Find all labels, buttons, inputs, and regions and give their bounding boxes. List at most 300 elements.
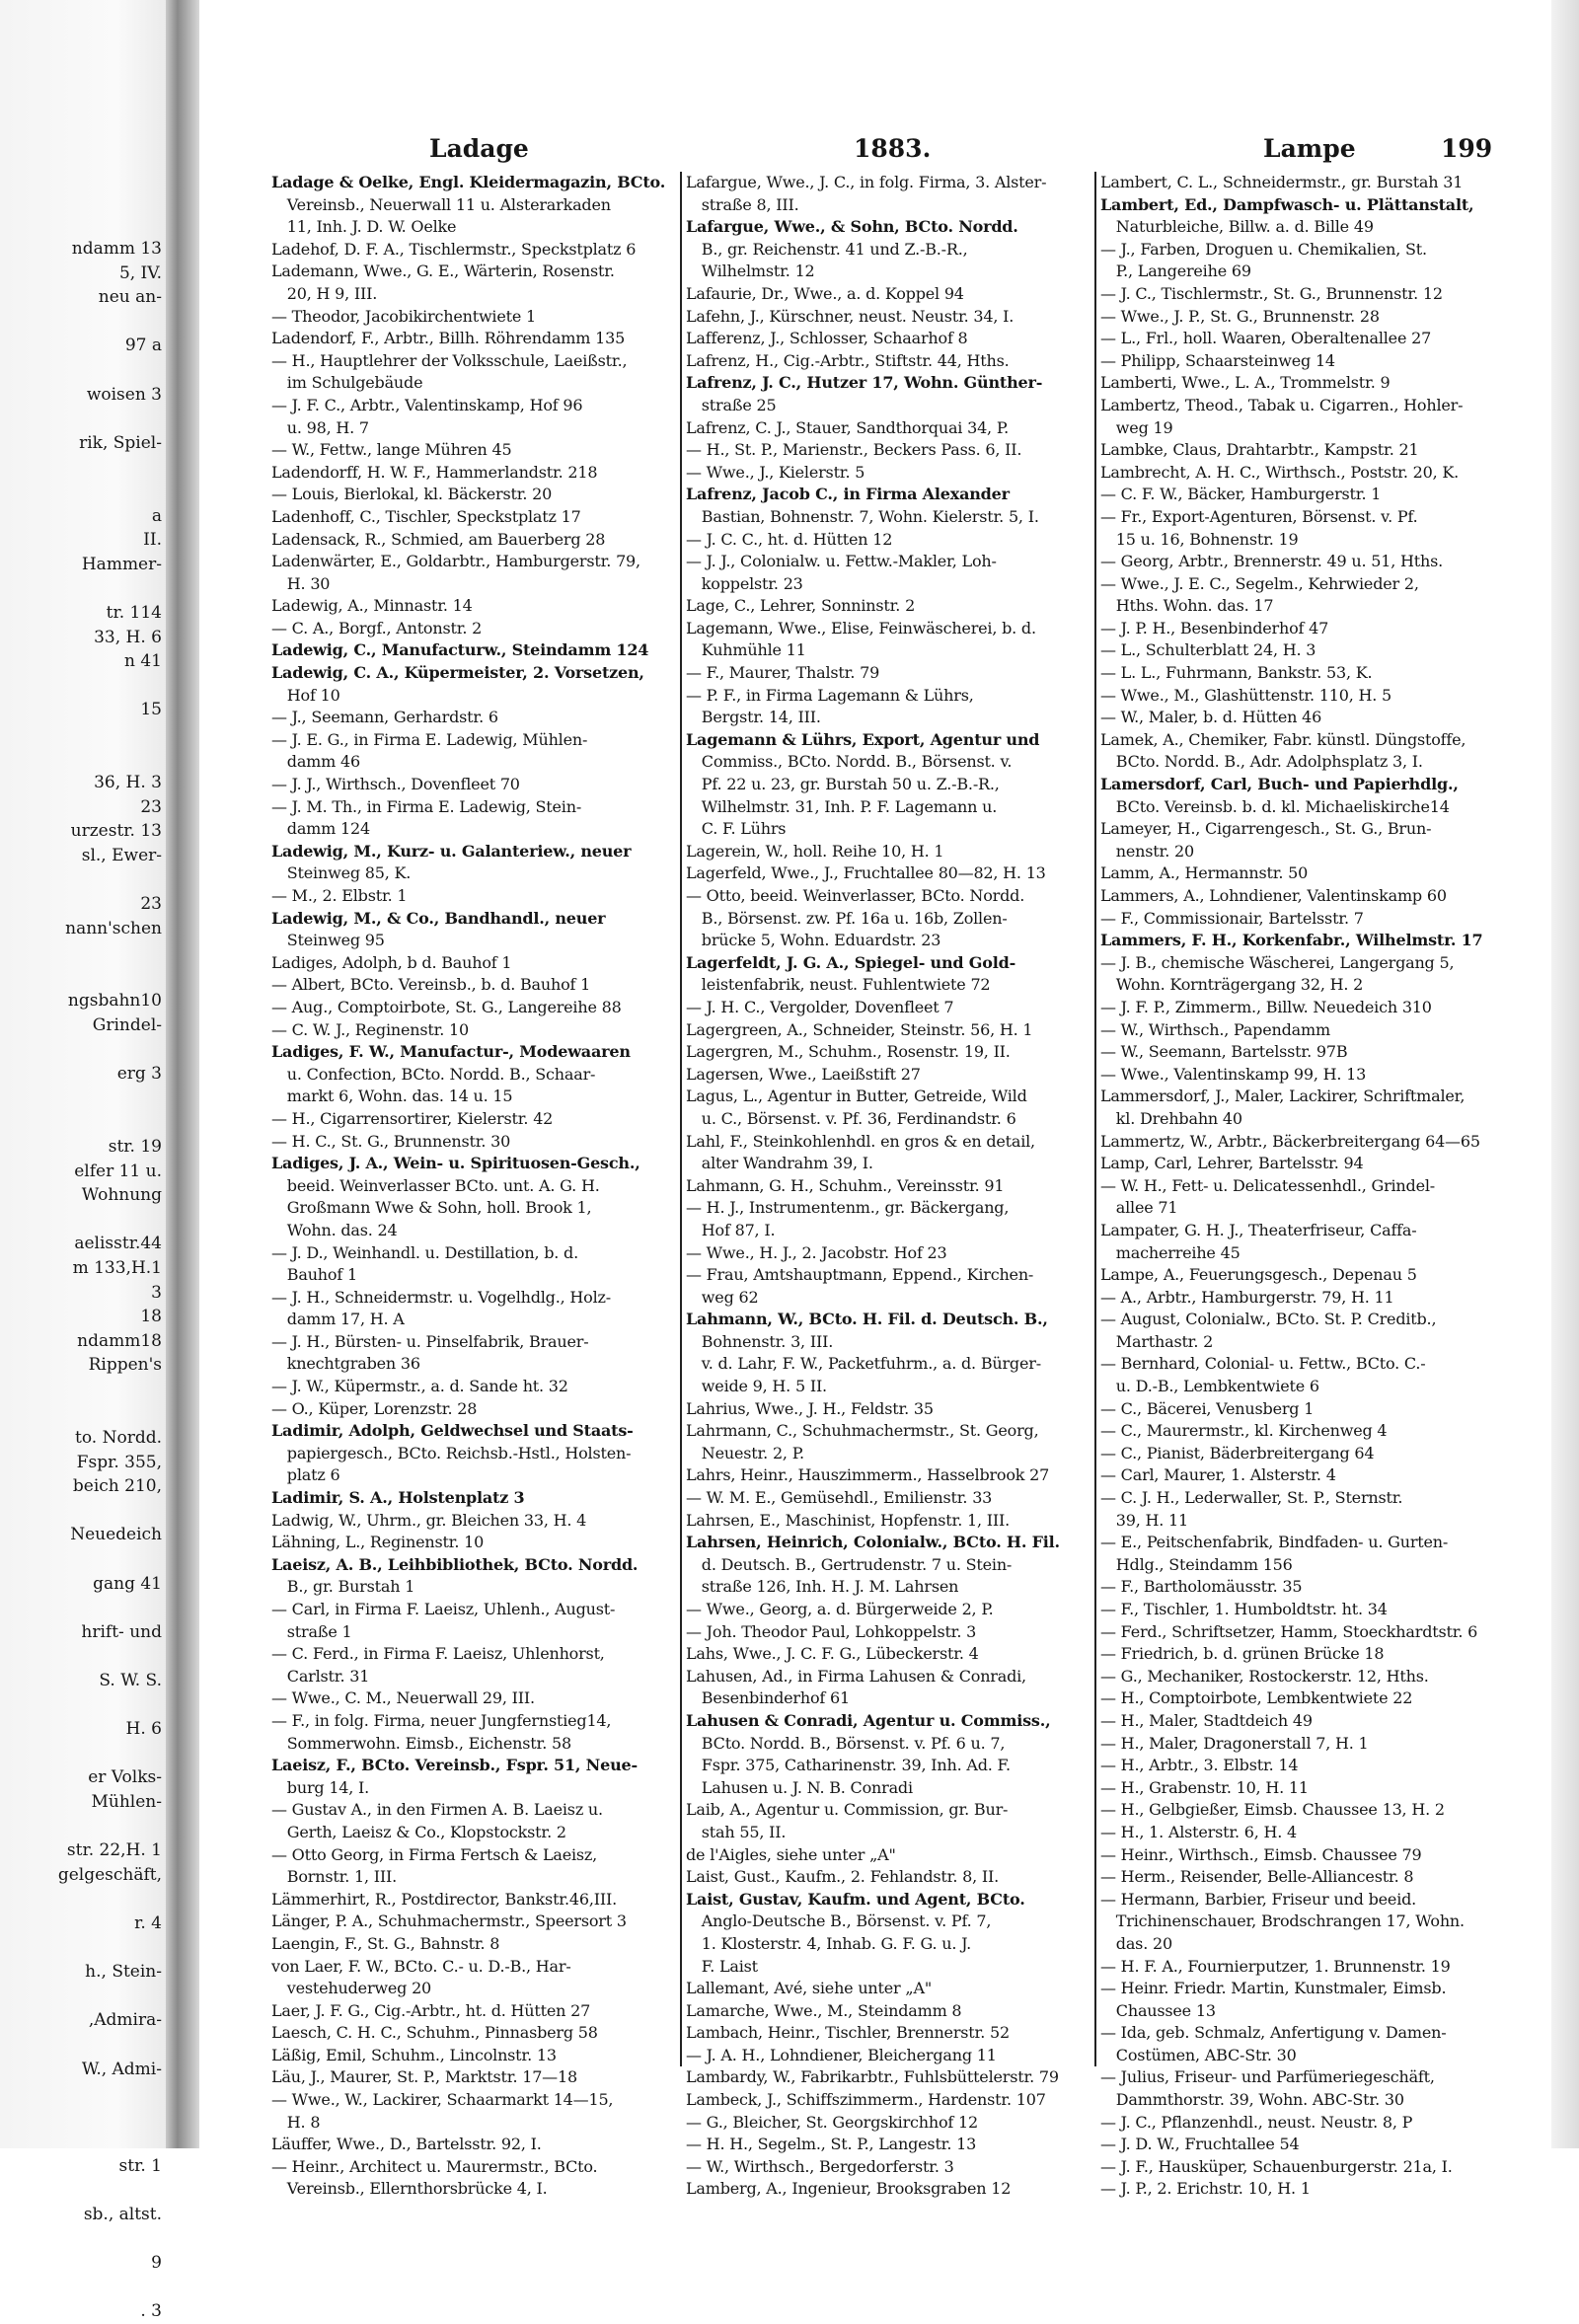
adjacent-page-line: ndamm 13 — [71, 239, 162, 259]
adjacent-page-line — [0, 1087, 166, 1111]
adjacent-page-line — [0, 455, 166, 480]
directory-entry: macherreihe 45 — [1100, 1242, 1241, 1262]
directory-entry: B., gr. Reichenstr. 41 und Z.-B.-R., — [686, 239, 968, 259]
directory-entry: P., Langereihe 69 — [1100, 262, 1251, 281]
directory-entry: Naturbleiche, Billw. a. d. Bille 49 — [1100, 217, 1374, 237]
directory-entry: v. d. Lahr, F. W., Packetfuhrm., a. d. Bürger- — [686, 1354, 1041, 1374]
page-header — [266, 126, 1500, 166]
adjacent-page-line: 15 — [140, 700, 162, 720]
directory-entry: Ladimir, Adolph, Geldwechsel und Staats- — [271, 1421, 634, 1441]
directory-entry: — H. F. A., Fournierputzer, 1. Brunnenstr. 19 — [1100, 1956, 1451, 1976]
directory-entry: — L., Frl., holl. Waaren, Oberaltenallee 27 — [1100, 329, 1432, 348]
adjacent-page-line: . 3 — [140, 2301, 162, 2322]
directory-entry: Laib, A., Agentur u. Commission, gr. Bur- — [686, 1800, 1009, 1820]
directory-entry: Lagemann, Wwe., Elise, Feinwäscherei, b. d. — [686, 618, 1036, 637]
directory-entry: — C., Maurermstr., kl. Kirchenweg 4 — [1100, 1421, 1388, 1441]
directory-entry: — W., Maler, b. d. Hütten 46 — [1100, 708, 1322, 727]
directory-entry: im Schulgebäude — [271, 373, 423, 393]
adjacent-page-line — [0, 1644, 166, 1669]
directory-entry: Lambertz, Theod., Tabak u. Cigarren., Hohler- — [1100, 395, 1464, 414]
directory-entry: Ladewig, A., Minnastr. 14 — [271, 596, 473, 616]
column-right — [1100, 172, 1507, 2199]
directory-entry: C. F. Lührs — [686, 819, 787, 839]
directory-entry: von Laer, F. W., BCto. C.- u. D.-B., Har- — [271, 1956, 571, 1976]
directory-entry: Läßig, Emil, Schuhm., Lincolnstr. 13 — [271, 2045, 557, 2064]
directory-entry: — W., Wirthsch., Papendamm — [1100, 1019, 1330, 1039]
adjacent-page-line: erg 3 — [116, 1064, 162, 1085]
directory-entry: — H., Arbtr., 3. Elbstr. 14 — [1100, 1756, 1299, 1775]
directory-entry: brücke 5, Wohn. Eduardstr. 23 — [686, 931, 941, 950]
directory-entry: Lammertz, W., Arbtr., Bäckerbreitergang 64—65 — [1100, 1131, 1480, 1151]
directory-entry: Ladendorf, F., Arbtr., Billh. Röhrendamm 135 — [271, 329, 626, 348]
adjacent-page-line: Fspr. 355, — [76, 1452, 162, 1472]
directory-columns — [266, 172, 1500, 2199]
directory-entry: vestehuderweg 20 — [271, 1979, 432, 1998]
adjacent-page-line: 5, IV. — [118, 262, 162, 283]
header-left-catchword: Ladage — [429, 134, 529, 163]
directory-entry: Ladwig, W., Uhrm., gr. Bleichen 33, H. 4 — [271, 1510, 587, 1530]
directory-entry: leistenfabrik, neust. Fuhlentwiete 72 — [686, 975, 991, 995]
directory-entry: Lammersdorf, J., Maler, Lackirer, Schriftmaler, — [1100, 1087, 1466, 1106]
directory-entry: — Philipp, Schaarsteinweg 14 — [1100, 350, 1335, 370]
directory-entry: Lameyer, H., Cigarrengesch., St. G., Brun- — [1100, 819, 1432, 839]
adjacent-page-line — [0, 965, 166, 990]
directory-entry: Ladewig, M., Kurz- u. Galanteriew., neuer — [271, 841, 632, 861]
directory-entry: Lagerein, W., holl. Reihe 10, H. 1 — [686, 841, 944, 861]
directory-entry: u. D.-B., Lembkentwiete 6 — [1100, 1377, 1319, 1396]
directory-entry: — E., Peitschenfabrik, Bindfaden- u. Gurten- — [1100, 1533, 1449, 1552]
directory-entry: — Herm., Reisender, Belle-Alliancestr. 8 — [1100, 1867, 1414, 1887]
directory-entry: — H., Comptoirbote, Lembkentwiete 22 — [1100, 1688, 1413, 1708]
directory-entry: d. Deutsch. B., Gertrudenstr. 7 u. Stein- — [686, 1554, 1013, 1574]
directory-entry: Großmann Wwe & Sohn, holl. Brook 1, — [271, 1198, 592, 1218]
directory-entry: — Wwe., Valentinskamp 99, H. 13 — [1100, 1064, 1367, 1084]
directory-entry: — Aug., Comptoirbote, St. G., Langereihe 88 — [271, 997, 622, 1016]
directory-entry: kl. Drehbahn 40 — [1100, 1108, 1242, 1128]
directory-entry: Lafferenz, J., Schlosser, Schaarhof 8 — [686, 329, 968, 348]
directory-entry: Bohnenstr. 3, III. — [686, 1331, 834, 1351]
directory-entry: Lafaurie, Dr., Wwe., a. d. Koppel 94 — [686, 283, 964, 303]
directory-entry: Gerth, Laeisz & Co., Klopstockstr. 2 — [271, 1822, 566, 1841]
directory-entry: Lamarche, Wwe., M., Steindamm 8 — [686, 2000, 962, 2020]
directory-entry: 15 u. 16, Bohnenstr. 19 — [1100, 529, 1299, 549]
directory-entry: Lamberg, A., Ingenieur, Brooksgraben 12 — [686, 2179, 1012, 2199]
directory-entry: u. 98, H. 7 — [271, 417, 369, 437]
directory-entry: Ladage & Oelke, Engl. Kleidermagazin, BCto. — [271, 173, 666, 191]
directory-entry: — Wwe., J., Kielerstr. 5 — [686, 462, 865, 482]
directory-entry: de l'Aigles, siehe unter „A" — [686, 1844, 896, 1864]
directory-entry: straße 25 — [686, 395, 777, 414]
directory-entry: Lafrenz, H., Cig.-Arbtr., Stiftstr. 44, Hths. — [686, 350, 1010, 370]
directory-entry: — J. C., Tischlermstr., St. G., Brunnenstr. 12 — [1100, 283, 1443, 303]
directory-entry: — Otto Georg, in Firma Fertsch & Laeisz, — [271, 1844, 598, 1864]
directory-entry: Carlstr. 31 — [271, 1666, 370, 1686]
adjacent-page-line — [0, 674, 166, 699]
directory-entry: Marthastr. 2 — [1100, 1331, 1214, 1351]
directory-entry: Lagus, L., Agentur in Butter, Getreide, Wild — [686, 1087, 1027, 1106]
adjacent-page-line — [0, 310, 166, 335]
directory-entry: — J. M. Th., in Firma E. Ladewig, Stein- — [271, 796, 582, 816]
directory-entry: Ladiges, Adolph, b d. Bauhof 1 — [271, 952, 512, 972]
adjacent-page-line — [0, 2033, 166, 2058]
directory-entry: — H., St. P., Marienstr., Beckers Pass. 6, II. — [686, 440, 1022, 460]
directory-entry: — H., Maler, Stadtdeich 49 — [1100, 1710, 1313, 1730]
directory-entry: Lamm, A., Hermannstr. 50 — [1100, 863, 1309, 883]
column-left — [271, 172, 678, 2199]
adjacent-page-line: 9 — [151, 2253, 162, 2274]
adjacent-page-line: nann'schen — [65, 918, 162, 938]
directory-entry: Vereinsb., Ellernthorsbrücke 4, I. — [271, 2179, 548, 2199]
adjacent-page-line — [0, 2179, 166, 2204]
directory-entry: Hof 10 — [271, 685, 340, 705]
adjacent-page-line — [0, 407, 166, 431]
directory-entry: Lagersen, Wwe., Laeißstift 27 — [686, 1064, 921, 1084]
directory-entry: Lahl, F., Steinkohlenhdl. en gros & en detail, — [686, 1131, 1035, 1151]
adjacent-page-line: S. W. S. — [99, 1671, 162, 1691]
directory-entry: Lammers, F. H., Korkenfabr., Wilhelmstr. 17 — [1100, 931, 1483, 950]
directory-entry: — J. J., Wirthsch., Dovenfleet 70 — [271, 775, 520, 794]
directory-entry: Wohn. Kornträgergang 32, H. 2 — [1100, 975, 1364, 995]
directory-entry: — J. E. G., in Firma E. Ladewig, Mühlen- — [271, 729, 588, 749]
directory-entry: — W., Fettw., lange Mühren 45 — [271, 440, 512, 460]
directory-entry: B., gr. Burstah 1 — [271, 1577, 415, 1597]
adjacent-page-line — [0, 1402, 166, 1427]
directory-entry: — Friedrich, b. d. grünen Brücke 18 — [1100, 1644, 1385, 1664]
directory-entry: — Theodor, Jacobikirchentwiete 1 — [271, 306, 536, 326]
adjacent-page-line: Mühlen- — [91, 1792, 162, 1812]
directory-entry: Lagerfeld, Wwe., J., Fruchtallee 80—82, H. 13 — [686, 863, 1046, 883]
adjacent-page-line — [0, 576, 166, 601]
adjacent-page-fragment — [0, 0, 168, 2322]
directory-entry: — Georg, Arbtr., Brennerstr. 49 u. 51, Hths. — [1100, 552, 1443, 571]
adjacent-page-line: ngsbahn10 — [67, 991, 162, 1012]
directory-entry: Lämmerhirt, R., Postdirector, Bankstr.46,III. — [271, 1889, 617, 1909]
directory-entry: BCto. Nordd. B., Adr. Adolphsplatz 3, I. — [1100, 752, 1423, 772]
adjacent-page-line: hrift- und — [81, 1621, 162, 1642]
directory-entry: Wilhelmstr. 12 — [686, 262, 815, 281]
directory-entry: — W. M. E., Gemüsehdl., Emilienstr. 33 — [686, 1488, 993, 1508]
directory-entry: — Otto, beeid. Weinverlasser, BCto. Nordd. — [686, 886, 1025, 905]
directory-entry: Steinweg 85, K. — [271, 863, 412, 883]
adjacent-page-line — [0, 1378, 166, 1402]
directory-entry: — Julius, Friseur- und Parfümeriegeschäft, — [1100, 2067, 1435, 2087]
adjacent-page-line: Rippen's — [88, 1355, 162, 1376]
directory-entry: Lahusen u. J. N. B. Conradi — [686, 1777, 913, 1797]
directory-entry: Bastian, Bohnenstr. 7, Wohn. Kielerstr. 5, I. — [686, 506, 1039, 526]
directory-entry: 1. Klosterstr. 4, Inhab. G. F. G. u. J. — [686, 1933, 972, 1953]
adjacent-page-line: 33, H. 6 — [94, 627, 162, 647]
directory-entry: Besenbinderhof 61 — [686, 1688, 850, 1708]
directory-entry: Laeisz, F., BCto. Vereinsb., Fspr. 51, Neue- — [271, 1756, 638, 1775]
directory-entry: — C. F. W., Bäcker, Hamburgerstr. 1 — [1100, 485, 1382, 504]
directory-entry: allee 71 — [1100, 1198, 1178, 1218]
adjacent-page-line: neu an- — [98, 287, 162, 308]
directory-entry: Lampe, A., Feuerungsgesch., Depenau 5 — [1100, 1265, 1417, 1285]
directory-entry: — Wwe., M., Glashüttenstr. 110, H. 5 — [1100, 685, 1392, 705]
directory-entry: — H. J., Instrumentenm., gr. Bäckergang, — [686, 1198, 1010, 1218]
adjacent-page-line: gelgeschäft, — [57, 1864, 162, 1885]
directory-entry: — Heinr., Wirthsch., Eimsb. Chaussee 79 — [1100, 1844, 1422, 1864]
directory-entry: — W., Seemann, Bartelsstr. 97B — [1100, 1042, 1348, 1062]
directory-entry: Laengin, F., St. G., Bahnstr. 8 — [271, 1933, 500, 1953]
directory-entry: Lafrenz, Jacob C., in Firma Alexander — [686, 485, 1010, 504]
directory-entry: Ladewig, C., Manufacturw., Steindamm 124 — [271, 640, 649, 660]
directory-entry: — F., Bartholomäusstr. 35 — [1100, 1577, 1303, 1597]
directory-entry: Lahrius, Wwe., J. H., Feldstr. 35 — [686, 1398, 934, 1418]
directory-entry: H. 30 — [271, 573, 331, 593]
adjacent-page-line: str. 1 — [118, 2155, 162, 2176]
directory-entry: — J. P., 2. Erichstr. 10, H. 1 — [1100, 2179, 1311, 2199]
directory-entry: — M., 2. Elbstr. 1 — [271, 886, 408, 905]
directory-entry: Kuhmühle 11 — [686, 640, 806, 660]
directory-entry: Commiss., BCto. Nordd. B., Börsenst. v. — [686, 752, 1013, 772]
directory-entry: Neuestr. 2, P. — [686, 1443, 804, 1462]
directory-entry: weide 9, H. 5 II. — [686, 1377, 827, 1396]
directory-entry: Ladiges, J. A., Wein- u. Spirituosen-Gesch., — [271, 1154, 640, 1173]
directory-entry: Wilhelmstr. 31, Inh. P. F. Lagemann u. — [686, 796, 998, 816]
directory-entry: — J. C., Pflanzenhdl., neust. Neustr. 8, P — [1100, 2112, 1413, 2132]
directory-entry: Hof 87, I. — [686, 1220, 776, 1239]
directory-entry: BCto. Vereinsb. b. d. kl. Michaeliskirche14 — [1100, 796, 1450, 816]
adjacent-page-line: m 133,H.1 — [72, 1257, 162, 1278]
directory-entry: Ladewig, M., & Co., Bandhandl., neuer — [271, 908, 606, 928]
directory-entry: knechtgraben 36 — [271, 1354, 420, 1374]
directory-entry: B., Börsenst. zw. Pf. 16a u. 16b, Zollen- — [686, 908, 1008, 928]
directory-entry: — Fr., Export-Agenturen, Börsenst. v. Pf. — [1100, 506, 1418, 526]
directory-entry: — J. H. C., Vergolder, Dovenfleet 7 — [686, 997, 954, 1016]
page-number: 199 — [1441, 134, 1493, 163]
directory-entry: Lahusen & Conradi, Agentur u. Commiss., — [686, 1710, 1051, 1730]
directory-entry: Laeisz, A. B., Leihbibliothek, BCto. Nordd. — [271, 1554, 639, 1574]
adjacent-page-line — [0, 2276, 166, 2300]
directory-entry: Lambach, Heinr., Tischler, Brennerstr. 52 — [686, 2023, 1010, 2043]
book-gutter — [166, 0, 199, 2148]
directory-entry: Bornstr. 1, III. — [271, 1867, 398, 1887]
directory-entry: beeid. Weinverlasser BCto. unt. A. G. H. — [271, 1175, 600, 1195]
directory-entry: Pf. 22 u. 23, gr. Burstah 50 u. Z.-B.-R., — [686, 775, 1000, 794]
directory-entry: Lamek, A., Chemiker, Fabr. künstl. Düngstoffe, — [1100, 729, 1466, 749]
directory-entry: u. C., Börsenst. v. Pf. 36, Ferdinandstr. 6 — [686, 1108, 1016, 1128]
page-edge — [1551, 0, 1579, 2148]
adjacent-page-line — [0, 1499, 166, 1524]
directory-entry: Ladendorff, H. W. F., Hammerlandstr. 218 — [271, 462, 598, 482]
column-divider — [1094, 172, 1096, 2066]
adjacent-page-line: 36, H. 3 — [94, 773, 162, 793]
directory-entry: — F., Maurer, Thalstr. 79 — [686, 663, 880, 683]
directory-entry: Ladenhoff, C., Tischler, Speckstplatz 17 — [271, 506, 581, 526]
directory-entry: — J. F. P., Zimmerm., Billw. Neuedeich 310 — [1100, 997, 1432, 1016]
adjacent-page-line — [0, 1693, 166, 1718]
directory-entry: — Wwe., H. J., 2. Jacobstr. Hof 23 — [686, 1242, 947, 1262]
directory-page — [266, 126, 1500, 2199]
adjacent-page-line — [0, 1208, 166, 1233]
directory-entry: — J. H., Bürsten- u. Pinselfabrik, Brauer- — [271, 1331, 589, 1351]
directory-entry: Lahrsen, Heinrich, Colonialw., BCto. H. Fil. — [686, 1533, 1060, 1552]
directory-entry: Laist, Gust., Kaufm., 2. Fehlandstr. 8, II. — [686, 1867, 999, 1887]
directory-entry: — J. B., chemische Wäscherei, Langergang 5, — [1100, 952, 1455, 972]
adjacent-page-line: 18 — [140, 1307, 162, 1327]
adjacent-page-line: urzestr. 13 — [70, 821, 162, 842]
directory-entry: — Carl, Maurer, 1. Alsterstr. 4 — [1100, 1465, 1336, 1485]
adjacent-page-line — [0, 940, 166, 965]
directory-entry: Lage, C., Lehrer, Sonninstr. 2 — [686, 596, 916, 616]
directory-entry: — J., Farben, Droguen u. Chemikalien, St. — [1100, 239, 1427, 259]
directory-entry: — J. F. C., Arbtr., Valentinskamp, Hof 96 — [271, 395, 583, 414]
adjacent-page-line: ndamm18 — [77, 1330, 162, 1351]
directory-entry: Läu, J., Maurer, St. P., Marktstr. 17—18 — [271, 2067, 577, 2087]
directory-entry: — Wwe., J. E. C., Segelm., Kehrwieder 2, — [1100, 573, 1419, 593]
directory-entry: — W., Wirthsch., Bergedorferstr. 3 — [686, 2156, 954, 2176]
adjacent-page-line: str. 22,H. 1 — [66, 1840, 162, 1861]
directory-entry: — J. P. H., Besenbinderhof 47 — [1100, 618, 1329, 637]
adjacent-page-line: er Volks- — [88, 1767, 162, 1788]
directory-entry: — H., Cigarrensortirer, Kielerstr. 42 — [271, 1108, 554, 1128]
directory-entry: Ladehof, D. F. A., Tischlermstr., Speckstplatz 6 — [271, 239, 637, 259]
adjacent-page-line — [0, 1887, 166, 1912]
directory-entry: Ladenwärter, E., Goldarbtr., Hamburgerstr. 79, — [271, 552, 640, 571]
directory-entry: straße 1 — [271, 1621, 352, 1641]
directory-entry: nenstr. 20 — [1100, 841, 1194, 861]
directory-entry: — J., Seemann, Gerhardstr. 6 — [271, 708, 498, 727]
adjacent-page-line: 23 — [140, 796, 162, 817]
directory-entry: Bauhof 1 — [271, 1265, 357, 1285]
directory-entry: Hdlg., Steindamm 156 — [1100, 1554, 1293, 1574]
directory-entry: Lahusen, Ad., in Firma Lahusen & Conradi, — [686, 1666, 1026, 1686]
directory-entry: — Joh. Theodor Paul, Lohkoppelstr. 3 — [686, 1621, 977, 1641]
directory-entry: — Heinr. Friedr. Martin, Kunstmaler, Eimsb. — [1100, 1979, 1447, 1998]
directory-entry: Hths. Wohn. das. 17 — [1100, 596, 1274, 616]
adjacent-page-line: W., Admi- — [81, 2059, 162, 2079]
adjacent-page-line: h., Stein- — [85, 1962, 162, 1983]
directory-entry: — Ferd., Schriftsetzer, Hamm, Stoeckhardtstr. 6 — [1100, 1621, 1478, 1641]
adjacent-page-line: 97 a — [124, 336, 162, 356]
directory-entry: papiergesch., BCto. Reichsb.-Hstl., Holsten- — [271, 1443, 632, 1462]
directory-entry: Bergstr. 14, III. — [686, 708, 821, 727]
directory-entry: — G., Mechaniker, Rostockerstr. 12, Hths. — [1100, 1666, 1429, 1686]
adjacent-page-line: Hammer- — [81, 554, 162, 574]
directory-entry: — F., Tischler, 1. Humboldtstr. ht. 34 — [1100, 1600, 1388, 1618]
directory-entry: Ladensack, R., Schmied, am Bauerberg 28 — [271, 529, 606, 549]
directory-entry: — Bernhard, Colonial- u. Fettw., BCto. C.- — [1100, 1354, 1426, 1374]
directory-entry: Lahmann, W., BCto. H. Fil. d. Deutsch. B., — [686, 1310, 1048, 1329]
directory-entry: — C., Pianist, Bäderbreitergang 64 — [1100, 1443, 1375, 1462]
adjacent-page-line — [0, 1815, 166, 1839]
directory-entry: — Louis, Bierlokal, kl. Bäckerstr. 20 — [271, 485, 553, 504]
directory-entry: stah 55, II. — [686, 1822, 787, 1841]
directory-entry: Lamp, Carl, Lehrer, Bartelsstr. 94 — [1100, 1154, 1364, 1173]
directory-entry: — J. F., Hausküper, Schauenburgerstr. 21a, I. — [1100, 2156, 1453, 2176]
header-year: 1883. — [854, 134, 932, 163]
directory-entry: Lamersdorf, Carl, Buch- und Papierhdlg., — [1100, 775, 1459, 794]
adjacent-page-line: Wohnung — [81, 1185, 162, 1206]
directory-entry: — Wwe., Georg, a. d. Bürgerweide 2, P. — [686, 1600, 994, 1618]
header-right-catchword: Lampe — [1263, 134, 1356, 163]
directory-entry: — C., Bäcerei, Venusberg 1 — [1100, 1398, 1315, 1418]
column-divider — [680, 172, 682, 2066]
directory-entry: — H., Hauptlehrer der Volksschule, Laeißstr., — [271, 350, 628, 370]
adjacent-page-line — [0, 746, 166, 771]
adjacent-page-line — [0, 1985, 166, 2009]
directory-entry: weg 19 — [1100, 417, 1173, 437]
directory-entry: — H. H., Segelm., St. P., Langestr. 13 — [686, 2135, 977, 2154]
adjacent-page-line — [0, 1110, 166, 1135]
directory-entry: — J. W., Küpermstr., a. d. Sande ht. 32 — [271, 1377, 568, 1396]
directory-entry: — Wwe., C. M., Neuerwall 29, III. — [271, 1688, 535, 1708]
directory-entry: Lambert, Ed., Dampfwasch- u. Plättanstalt, — [1100, 194, 1474, 214]
directory-entry: — Ida, geb. Schmalz, Anfertigung v. Damen- — [1100, 2023, 1447, 2043]
directory-entry: Costümen, ABC-Str. 30 — [1100, 2045, 1297, 2064]
directory-entry: — L., Schulterblatt 24, H. 3 — [1100, 640, 1316, 660]
directory-entry: Läuffer, Wwe., D., Bartelsstr. 92, I. — [271, 2135, 542, 2154]
directory-entry: Lafargue, Wwe., J. C., in folg. Firma, 3. Alster- — [686, 173, 1047, 191]
directory-entry: Laer, J. F. G., Cig.-Arbtr., ht. d. Hütten 27 — [271, 2000, 591, 2020]
directory-entry: — L. L., Fuhrmann, Bankstr. 53, K. — [1100, 663, 1373, 683]
directory-entry: platz 6 — [271, 1465, 340, 1485]
directory-entry: — C. W. J., Reginenstr. 10 — [271, 1019, 469, 1039]
directory-entry: — J. C. C., ht. d. Hütten 12 — [686, 529, 893, 549]
adjacent-page-line — [0, 2130, 166, 2154]
directory-entry: — J. J., Colonialw. u. Fettw.-Makler, Loh- — [686, 552, 997, 571]
adjacent-page-line — [0, 358, 166, 383]
directory-entry: Lagemann & Lührs, Export, Agentur und — [686, 729, 1040, 749]
adjacent-page-line: r. 4 — [134, 1912, 162, 1933]
directory-entry: Lambert, C. L., Schneidermstr., gr. Burstah 31 — [1100, 173, 1464, 191]
directory-entry: damm 124 — [271, 819, 370, 839]
directory-entry: 20, H 9, III. — [271, 283, 378, 303]
directory-entry: weg 62 — [686, 1287, 759, 1307]
directory-entry: Wohn. das. 24 — [271, 1220, 398, 1239]
directory-entry: Ladewig, C. A., Küpermeister, 2. Vorsetzen, — [271, 663, 644, 683]
directory-entry: — Wwe., J. P., St. G., Brunnenstr. 28 — [1100, 306, 1380, 326]
directory-entry: Chaussee 13 — [1100, 2000, 1216, 2020]
directory-entry: — Gustav A., in den Firmen A. B. Laeisz u. — [271, 1800, 603, 1820]
adjacent-page-line: 3 — [151, 1282, 162, 1303]
directory-entry: — H., Grabenstr. 10, H. 11 — [1100, 1777, 1309, 1797]
directory-entry: Anglo-Deutsche B., Börsenst. v. Pf. 7, — [686, 1912, 992, 1931]
directory-entry: — Heinr., Architect u. Maurermstr., BCto. — [271, 2156, 598, 2176]
adjacent-page-line — [0, 867, 166, 892]
directory-entry: Trichinenschauer, Brodschrangen 17, Wohn. — [1100, 1912, 1465, 1931]
directory-entry: damm 46 — [271, 752, 360, 772]
directory-entry: — J. D., Weinhandl. u. Destillation, b. d. — [271, 1242, 578, 1262]
directory-entry: — C. A., Borgf., Antonstr. 2 — [271, 618, 483, 637]
adjacent-page-line: gang 41 — [93, 1573, 162, 1594]
adjacent-page-line: Grindel- — [92, 1015, 162, 1035]
directory-entry: — Frau, Amtshauptmann, Eppend., Kirchen- — [686, 1265, 1034, 1285]
directory-entry: — P. F., in Firma Lagemann & Lührs, — [686, 685, 974, 705]
directory-entry: Lähning, L., Reginenstr. 10 — [271, 1533, 485, 1552]
directory-entry: — August, Colonialw., BCto. St. P. Creditb., — [1100, 1310, 1437, 1329]
directory-entry: Lagergren, M., Schuhm., Rosenstr. 19, II. — [686, 1042, 1011, 1062]
adjacent-page-line: Neuedeich — [70, 1525, 162, 1545]
adjacent-page-line — [0, 2081, 166, 2106]
adjacent-page-line — [0, 1742, 166, 1766]
column-middle — [686, 172, 1092, 2199]
adjacent-page-line: str. 19 — [108, 1136, 162, 1157]
directory-entry: Lambrecht, A. H. C., Wirthsch., Poststr. 20, K. — [1100, 462, 1460, 482]
directory-entry: — J. D. W., Fruchtallee 54 — [1100, 2135, 1300, 2154]
directory-entry: — J. A. H., Lohndiener, Bleichergang 11 — [686, 2045, 997, 2064]
directory-entry: — H. C., St. G., Brunnenstr. 30 — [271, 1131, 511, 1151]
directory-entry: Lamberti, Wwe., L. A., Trommelstr. 9 — [1100, 373, 1391, 393]
directory-entry: H. 8 — [271, 2112, 321, 2132]
directory-entry: — F., Commissionair, Bartelsstr. 7 — [1100, 908, 1364, 928]
adjacent-page-line — [0, 1547, 166, 1572]
directory-entry: koppelstr. 23 — [686, 573, 803, 593]
directory-entry: Ladimir, S. A., Holstenplatz 3 — [271, 1488, 525, 1508]
directory-entry: straße 126, Inh. H. J. M. Lahrsen — [686, 1577, 959, 1597]
directory-entry: — H., Maler, Dragonerstall 7, H. 1 — [1100, 1733, 1369, 1753]
